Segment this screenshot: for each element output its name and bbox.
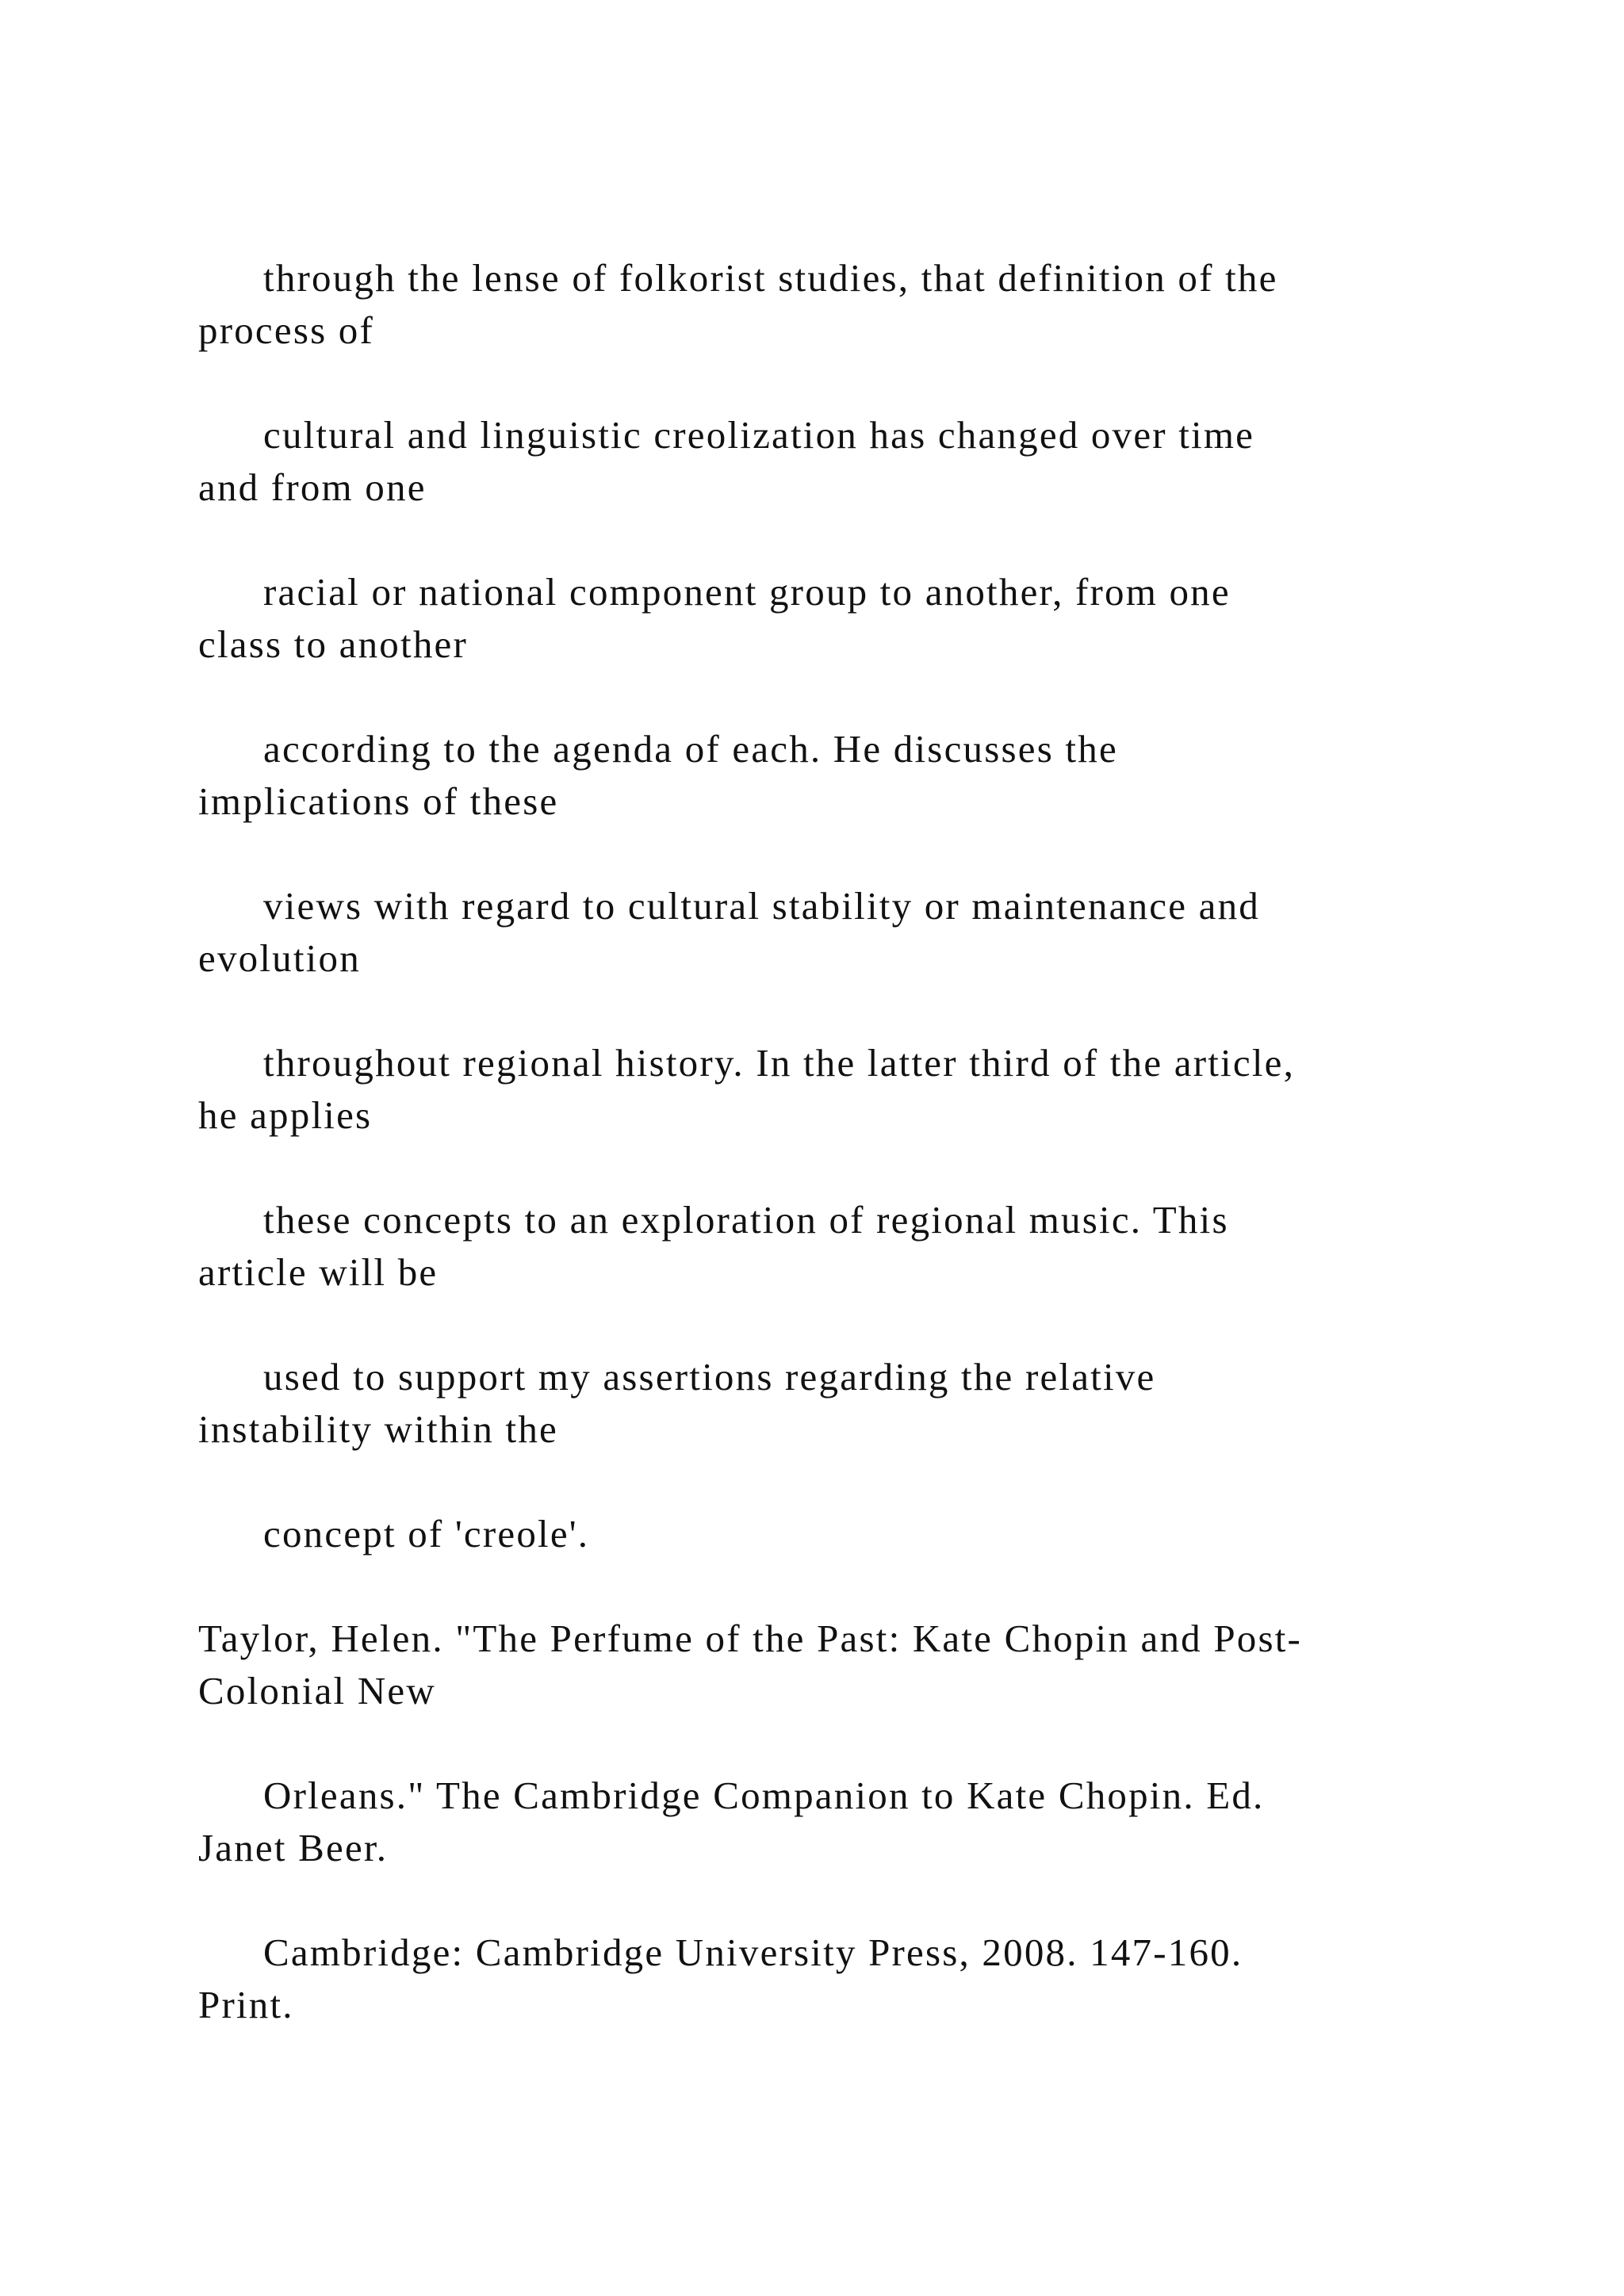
paragraph <box>198 1037 1467 1142</box>
paragraph-line: throughout regional history. In the latter third of the article, <box>263 1041 1296 1085</box>
citation <box>198 1613 1467 1717</box>
citation <box>198 1927 1467 2031</box>
citation-continuation: Colonial New <box>198 1669 436 1712</box>
paragraph-line: cultural and linguistic creolization has changed over time <box>263 413 1255 457</box>
paragraph-continuation: he applies <box>198 1093 373 1137</box>
paragraph <box>198 1351 1467 1456</box>
paragraph-line: according to the agenda of each. He discusses the <box>263 727 1118 771</box>
paragraph-continuation: implications of these <box>198 779 559 823</box>
paragraph <box>198 566 1467 671</box>
citation <box>198 1770 1467 1874</box>
citation-line: Taylor, Helen. "The Perfume of the Past: Kate Chopin and Post- <box>198 1617 1303 1660</box>
paragraph <box>198 723 1467 828</box>
paragraph-continuation: process of <box>198 308 375 352</box>
paragraph-line: used to support my assertions regarding the relative <box>263 1355 1156 1399</box>
paragraph-continuation: article will be <box>198 1250 439 1294</box>
paragraph-line: racial or national component group to another, from one <box>263 570 1231 614</box>
paragraph <box>198 409 1467 514</box>
paragraph-line: through the lense of folkorist studies, that definition of the <box>263 256 1278 300</box>
citation-continuation: Janet Beer. <box>198 1826 389 1869</box>
citation-line: Cambridge: Cambridge University Press, 2008. 147-160. <box>263 1931 1243 1974</box>
paragraph-continuation: evolution <box>198 936 361 980</box>
citation-continuation: Print. <box>198 1983 294 2026</box>
paragraph-line: concept of 'creole'. <box>263 1512 590 1556</box>
paragraph <box>198 1194 1467 1299</box>
paragraph <box>198 1508 1467 1560</box>
document-body <box>198 252 1467 2084</box>
paragraph-continuation: class to another <box>198 622 468 666</box>
paragraph-line: these concepts to an exploration of regional music. This <box>263 1198 1229 1242</box>
paragraph <box>198 252 1467 357</box>
citation-line: Orleans." The Cambridge Companion to Kate Chopin. Ed. <box>263 1774 1265 1817</box>
paragraph-continuation: and from one <box>198 465 427 509</box>
paragraph-line: views with regard to cultural stability or maintenance and <box>263 884 1260 928</box>
paragraph-continuation: instability within the <box>198 1407 558 1451</box>
paragraph <box>198 880 1467 985</box>
